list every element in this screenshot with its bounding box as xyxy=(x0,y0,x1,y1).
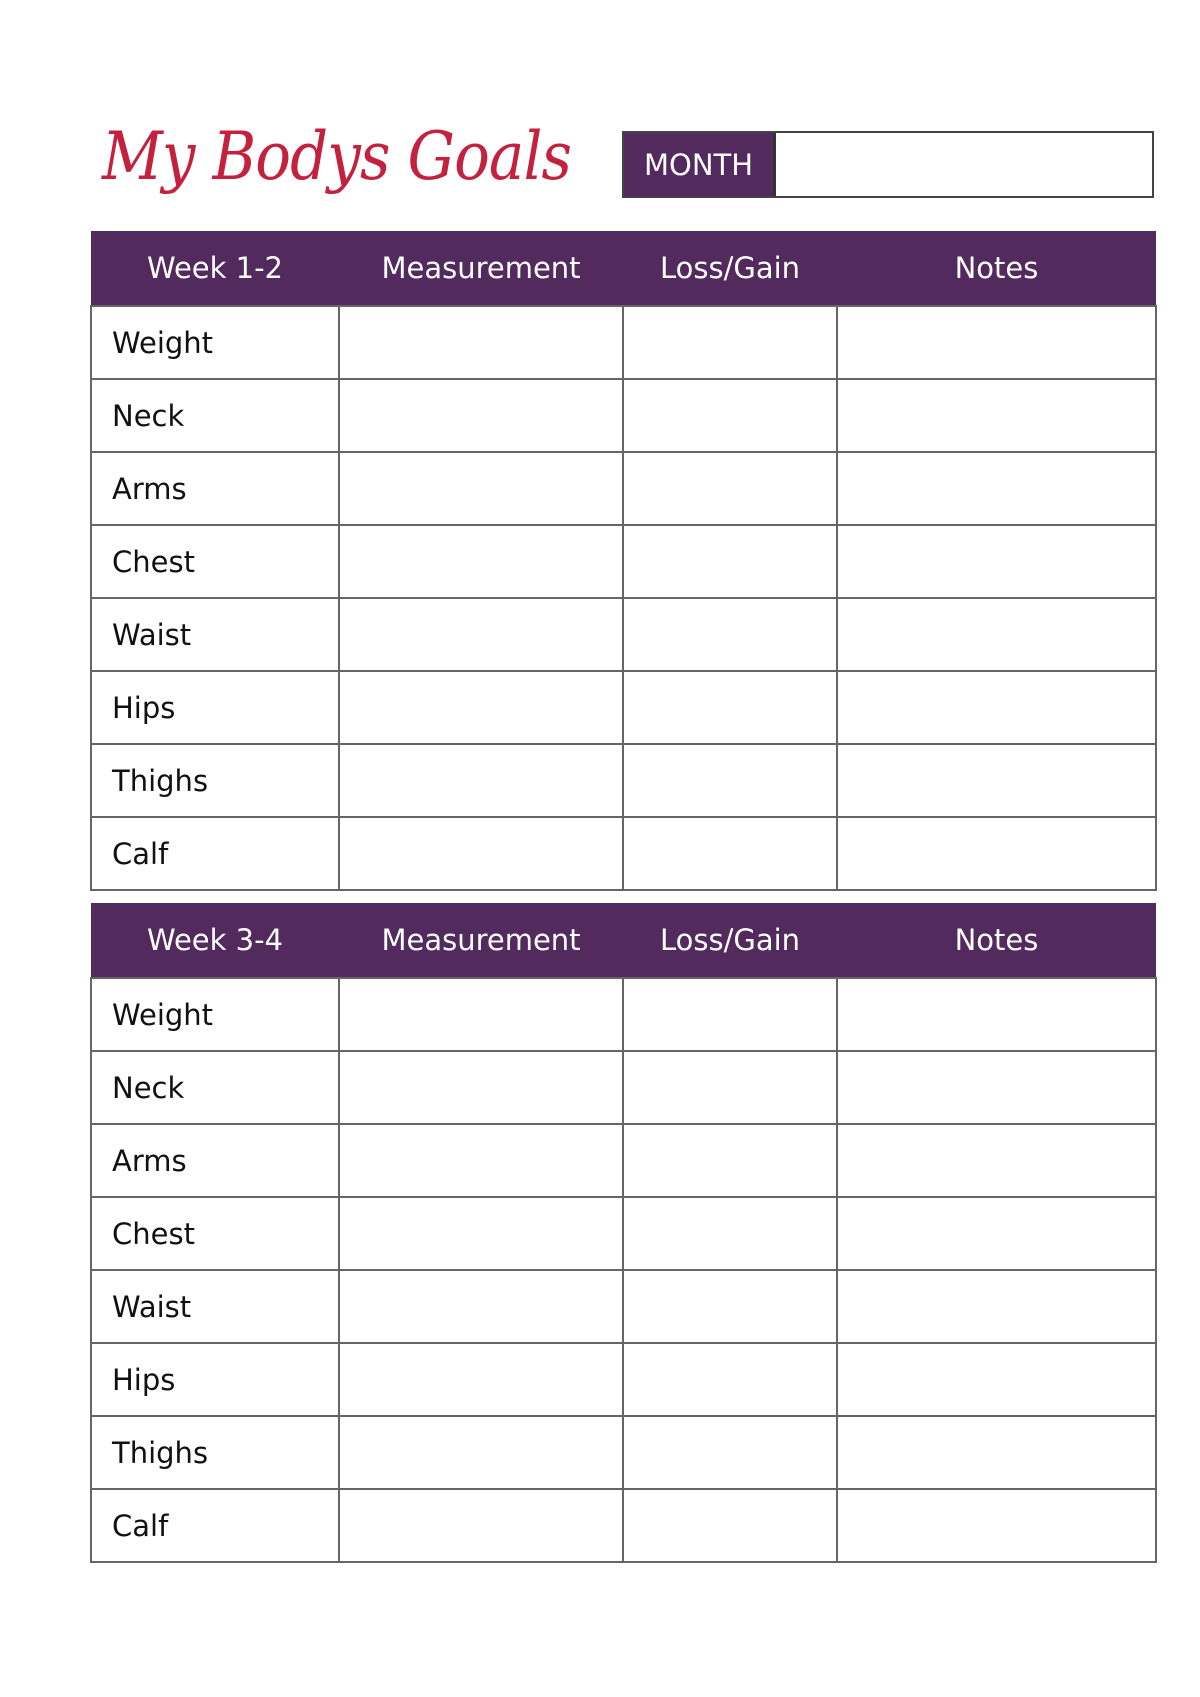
loss-gain-cell[interactable] xyxy=(623,817,837,890)
measurement-cell[interactable] xyxy=(339,1197,623,1270)
measurement-cell[interactable] xyxy=(339,1343,623,1416)
column-header: Week 1-2 xyxy=(91,231,339,306)
column-header: Week 3-4 xyxy=(91,903,339,978)
table-row xyxy=(91,525,1156,598)
loss-gain-cell[interactable] xyxy=(623,1270,837,1343)
loss-gain-cell[interactable] xyxy=(623,525,837,598)
row-label: Thighs xyxy=(91,744,339,817)
measurement-cell[interactable] xyxy=(339,817,623,890)
table-row xyxy=(91,1416,1156,1489)
loss-gain-cell[interactable] xyxy=(623,1197,837,1270)
loss-gain-cell[interactable] xyxy=(623,306,837,379)
notes-cell[interactable] xyxy=(837,978,1156,1051)
header-row xyxy=(91,903,1156,978)
table-row xyxy=(91,306,1156,379)
measurement-cell[interactable] xyxy=(339,306,623,379)
measurement-cell[interactable] xyxy=(339,978,623,1051)
table-row xyxy=(91,379,1156,452)
table-row xyxy=(91,1270,1156,1343)
measurement-cell[interactable] xyxy=(339,1489,623,1562)
measurement-cell[interactable] xyxy=(339,671,623,744)
week-1-2-table xyxy=(90,231,1157,891)
row-label: Arms xyxy=(91,452,339,525)
table-row xyxy=(91,671,1156,744)
loss-gain-cell[interactable] xyxy=(623,1124,837,1197)
notes-cell[interactable] xyxy=(837,1124,1156,1197)
loss-gain-cell[interactable] xyxy=(623,1343,837,1416)
loss-gain-cell[interactable] xyxy=(623,671,837,744)
table-row xyxy=(91,744,1156,817)
table-row xyxy=(91,1051,1156,1124)
loss-gain-cell[interactable] xyxy=(623,1416,837,1489)
row-label: Waist xyxy=(91,598,339,671)
column-header: Measurement xyxy=(339,231,623,306)
row-label: Weight xyxy=(91,306,339,379)
loss-gain-cell[interactable] xyxy=(623,379,837,452)
loss-gain-cell[interactable] xyxy=(623,978,837,1051)
table-row xyxy=(91,598,1156,671)
column-header: Measurement xyxy=(339,903,623,978)
header-row xyxy=(91,231,1156,306)
measurement-cell[interactable] xyxy=(339,452,623,525)
notes-cell[interactable] xyxy=(837,1197,1156,1270)
loss-gain-cell[interactable] xyxy=(623,1489,837,1562)
row-label: Chest xyxy=(91,1197,339,1270)
notes-cell[interactable] xyxy=(837,1416,1156,1489)
table-row xyxy=(91,1343,1156,1416)
notes-cell[interactable] xyxy=(837,1343,1156,1416)
loss-gain-cell[interactable] xyxy=(623,598,837,671)
column-header: Loss/Gain xyxy=(623,903,837,978)
row-label: Arms xyxy=(91,1124,339,1197)
loss-gain-cell[interactable] xyxy=(623,452,837,525)
page-title: My Bodys Goals xyxy=(102,118,572,195)
row-label: Hips xyxy=(91,1343,339,1416)
week-3-4-table xyxy=(90,903,1157,1563)
notes-cell[interactable] xyxy=(837,525,1156,598)
table-row xyxy=(91,1124,1156,1197)
measurement-cell[interactable] xyxy=(339,1051,623,1124)
table-row xyxy=(91,1489,1156,1562)
measurement-cell[interactable] xyxy=(339,598,623,671)
table-row xyxy=(91,978,1156,1051)
column-header: Loss/Gain xyxy=(623,231,837,306)
table-row xyxy=(91,452,1156,525)
row-label: Neck xyxy=(91,379,339,452)
month-box xyxy=(622,131,1154,198)
measurement-cell[interactable] xyxy=(339,1416,623,1489)
notes-cell[interactable] xyxy=(837,452,1156,525)
notes-cell[interactable] xyxy=(837,379,1156,452)
row-label: Thighs xyxy=(91,1416,339,1489)
notes-cell[interactable] xyxy=(837,817,1156,890)
row-label: Waist xyxy=(91,1270,339,1343)
row-label: Calf xyxy=(91,817,339,890)
measurement-cell[interactable] xyxy=(339,1124,623,1197)
notes-cell[interactable] xyxy=(837,744,1156,817)
row-label: Hips xyxy=(91,671,339,744)
notes-cell[interactable] xyxy=(837,1489,1156,1562)
measurement-cell[interactable] xyxy=(339,525,623,598)
month-label: MONTH xyxy=(624,133,776,196)
month-input[interactable] xyxy=(776,133,1152,196)
measurement-cell[interactable] xyxy=(339,744,623,817)
column-header: Notes xyxy=(837,231,1156,306)
loss-gain-cell[interactable] xyxy=(623,1051,837,1124)
row-label: Weight xyxy=(91,978,339,1051)
row-label: Neck xyxy=(91,1051,339,1124)
measurement-cell[interactable] xyxy=(339,1270,623,1343)
row-label: Chest xyxy=(91,525,339,598)
loss-gain-cell[interactable] xyxy=(623,744,837,817)
row-label: Calf xyxy=(91,1489,339,1562)
notes-cell[interactable] xyxy=(837,1051,1156,1124)
notes-cell[interactable] xyxy=(837,671,1156,744)
notes-cell[interactable] xyxy=(837,306,1156,379)
column-header: Notes xyxy=(837,903,1156,978)
table-row xyxy=(91,1197,1156,1270)
measurement-cell[interactable] xyxy=(339,379,623,452)
notes-cell[interactable] xyxy=(837,598,1156,671)
table-row xyxy=(91,817,1156,890)
notes-cell[interactable] xyxy=(837,1270,1156,1343)
